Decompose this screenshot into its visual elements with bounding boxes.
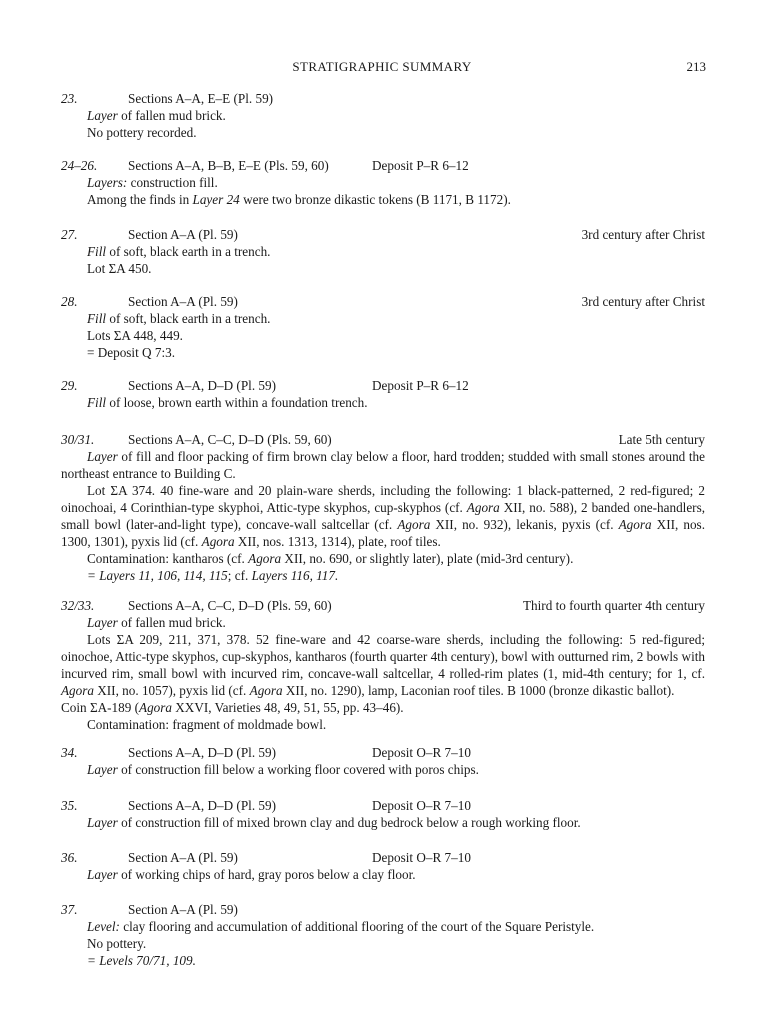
layer-description: Layer of working chips of hard, gray poros below a clay floor. bbox=[87, 867, 416, 882]
layer-description: Fill of soft, black earth in a trench. bbox=[87, 244, 271, 259]
section-reference: Sections A–A, D–D (Pl. 59) bbox=[128, 798, 276, 813]
layer-description: Fill of loose, brown earth within a foundation trench. bbox=[87, 395, 368, 410]
layer-description: Layer of construction fill of mixed brown clay and dug bedrock below a rough working floor. bbox=[87, 815, 581, 830]
entry-number: 32/33. bbox=[61, 598, 95, 613]
section-reference: Sections A–A, C–C, D–D (Pls. 59, 60) bbox=[128, 598, 332, 613]
finds-note: Among the finds in Layer 24 were two bronze dikastic tokens (B 1171, B 1172). bbox=[87, 192, 511, 207]
layer-description: Layer of fill and floor packing of firm brown clay below a floor, hard trodden; studded with small stones around the northeast entrance to Building C. bbox=[61, 449, 705, 481]
lot-description: Lot ΣΑ 374. 40 fine-ware and 20 plain-ware sherds, including the following: 1 black-patterned, 2 red-figured; 2 oinochoai, 4 Corinthian-type skyphoi, Attic-type skyphos, cup-skyphos (cf. Agora XII, no. 588), 2 banded one-handlers, small bowl (later-and-light type), concave-wall saltcellar (cf. Agora XII, no. 932), lekanis, pyxis (cf. Agora XII, nos. 1300, 1301), pyxis lid (cf. Agora XII, nos. 1313, 1314), plate, roof tiles. bbox=[61, 483, 706, 549]
lot-reference: Lot ΣΑ 450. bbox=[87, 261, 152, 276]
coin-reference: Coin ΣΑ-189 (Agora XXVI, Varieties 48, 49, 51, 55, pp. 43–46). bbox=[61, 700, 404, 715]
entry-number: 28. bbox=[61, 294, 78, 309]
entry-number: 30/31. bbox=[61, 432, 95, 447]
entry-32-33 bbox=[61, 597, 705, 733]
entry-37 bbox=[61, 901, 705, 969]
level-description: Level: clay flooring and accumulation of additional flooring of the court of the Square Peristyle. bbox=[87, 919, 595, 934]
section-reference: Sections A–A, C–C, D–D (Pls. 59, 60) bbox=[128, 432, 332, 447]
pottery-note: No pottery. bbox=[87, 936, 147, 951]
date-range: Late 5th century bbox=[618, 432, 705, 447]
pottery-note: No pottery recorded. bbox=[87, 125, 197, 140]
page-number: 213 bbox=[686, 59, 706, 74]
entry-number: 23. bbox=[61, 91, 78, 106]
layer-description: Layer of construction fill below a working floor covered with poros chips. bbox=[87, 762, 479, 777]
entry-28 bbox=[61, 293, 705, 361]
date-range: Third to fourth quarter 4th century bbox=[522, 598, 705, 613]
contamination-note: Contamination: kantharos (cf. Agora XII, no. 690, or slightly later), plate (mid-3rd century). bbox=[87, 551, 574, 566]
entry-35 bbox=[61, 797, 705, 831]
entry-number: 29. bbox=[61, 378, 78, 393]
deposit-reference: Deposit O–R 7–10 bbox=[372, 850, 471, 865]
section-reference: Section A–A (Pl. 59) bbox=[128, 294, 238, 309]
entry-24-26 bbox=[61, 157, 705, 208]
lot-description: Lots ΣΑ 209, 211, 371, 378. 52 fine-ware and 42 coarse-ware sherds, including the following: 5 red-figured; oinochoe, Attic-type skyphos, cup-skyphos, kantharos (fourth quarter 4th century), bowl with outturned rim, 2 bowls with incurved rim, small bowl with incurved rim, concave-wall saltcellar, 4 rolled-rim plates (1, mid-4th century; for 1, cf. Agora XII, no. 1057), pyxis lid (cf. Agora XII, no. 1290), lamp, Laconian roof tiles. B 1000 (bronze dikastic ballot). bbox=[61, 632, 705, 698]
section-reference: Sections A–A, E–E (Pl. 59) bbox=[128, 91, 274, 106]
layer-description: Layer of fallen mud brick. bbox=[87, 615, 226, 630]
entry-number: 24–26. bbox=[61, 158, 98, 173]
section-reference: Sections A–A, D–D (Pl. 59) bbox=[128, 745, 276, 760]
deposit-reference: Deposit P–R 6–12 bbox=[372, 378, 469, 393]
section-reference: Sections A–A, B–B, E–E (Pls. 59, 60) bbox=[128, 158, 329, 173]
running-header bbox=[0, 58, 764, 76]
layer-equivalence: = Layers 11, 106, 114, 115; cf. Layers 116, 117. bbox=[87, 568, 339, 583]
date-range: 3rd century after Christ bbox=[581, 227, 705, 242]
layer-description: Layer of fallen mud brick. bbox=[87, 108, 226, 123]
layer-description: Fill of soft, black earth in a trench. bbox=[87, 311, 271, 326]
deposit-reference: Deposit O–R 7–10 bbox=[372, 745, 471, 760]
level-equivalence: = Levels 70/71, 109. bbox=[87, 953, 196, 968]
entry-30-31 bbox=[61, 431, 705, 584]
deposit-equivalence: = Deposit Q 7:3. bbox=[87, 345, 176, 360]
entry-number: 34. bbox=[61, 745, 78, 760]
contamination-note: Contamination: fragment of moldmade bowl. bbox=[87, 717, 327, 732]
entry-number: 35. bbox=[61, 798, 78, 813]
entry-36 bbox=[61, 849, 705, 883]
entry-34 bbox=[61, 744, 705, 778]
deposit-reference: Deposit O–R 7–10 bbox=[372, 798, 471, 813]
section-reference: Section A–A (Pl. 59) bbox=[128, 850, 238, 865]
date-range: 3rd century after Christ bbox=[581, 294, 705, 309]
lot-reference: Lots ΣΑ 448, 449. bbox=[87, 328, 183, 343]
section-reference: Sections A–A, D–D (Pl. 59) bbox=[128, 378, 276, 393]
entry-29 bbox=[61, 377, 705, 411]
section-reference: Section A–A (Pl. 59) bbox=[128, 227, 238, 242]
entry-number: 37. bbox=[61, 902, 78, 917]
running-title: STRATIGRAPHIC SUMMARY bbox=[292, 59, 472, 74]
deposit-reference: Deposit P–R 6–12 bbox=[372, 158, 469, 173]
entry-23 bbox=[61, 90, 705, 141]
section-reference: Section A–A (Pl. 59) bbox=[128, 902, 238, 917]
entry-27 bbox=[61, 226, 705, 277]
layer-description: Layers: construction fill. bbox=[87, 175, 218, 190]
entry-number: 36. bbox=[61, 850, 78, 865]
entry-number: 27. bbox=[61, 227, 78, 242]
